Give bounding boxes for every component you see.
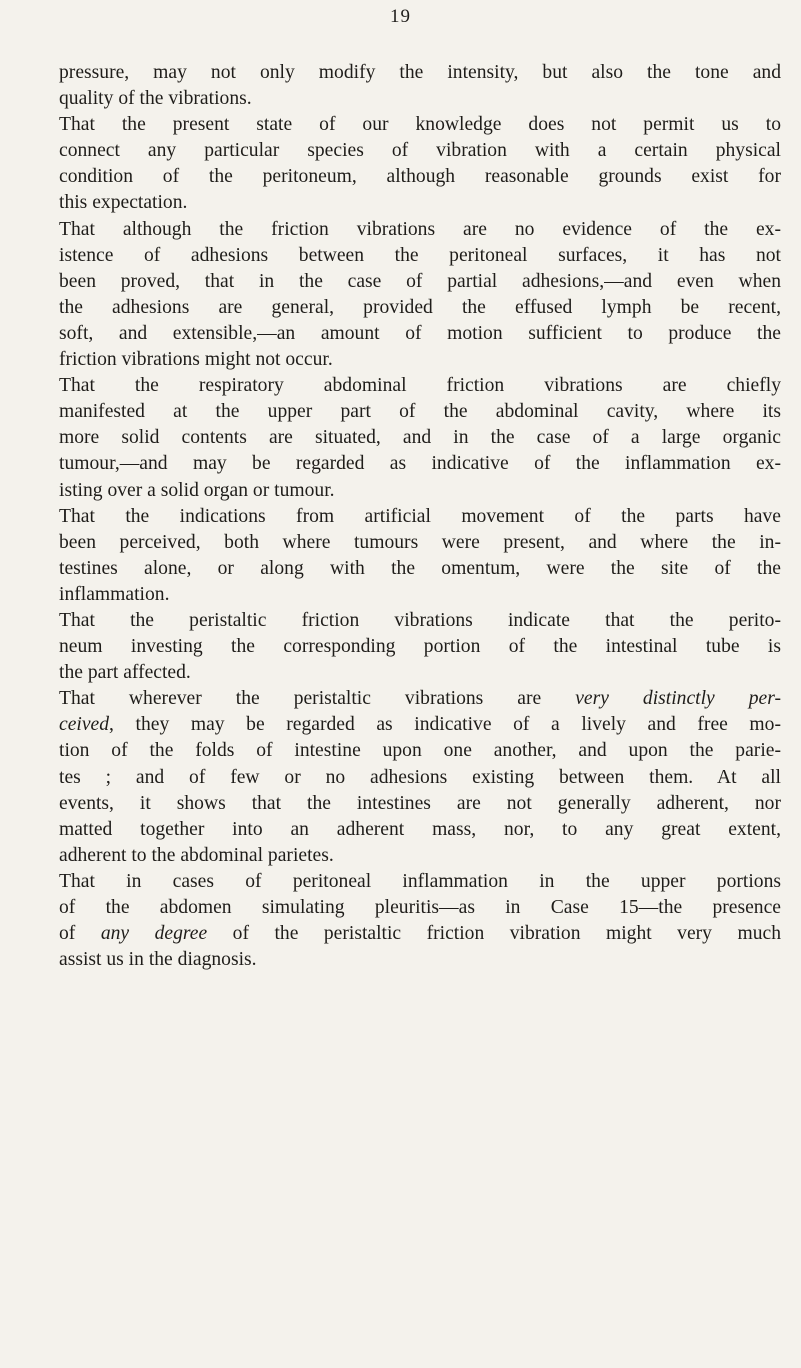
text-segment: isting over a solid organ or tumour.: [59, 479, 335, 501]
text-segment: been proved, that in the case of partial adhesions,—and even when: [59, 270, 781, 292]
text-segment: pressure, may not only modify the intensity, but also the tone and: [59, 62, 781, 83]
text-line: [59, 843, 781, 869]
text-segment: That the respiratory abdominal friction vibrations are chiefly: [59, 375, 781, 397]
text-segment: That in cases of peritoneal inflammation in the upper portions: [59, 870, 781, 892]
text-line: [59, 738, 781, 764]
text-segment: istence of adhesions between the peritoneal surfaces, it has not: [59, 244, 781, 266]
text-line: [59, 138, 781, 164]
text-segment: matted together into an adherent mass, nor, to any great extent,: [59, 818, 781, 840]
text-segment: been perceived, both where tumours were present, and where the in-: [59, 531, 781, 553]
text-line: [59, 686, 781, 712]
text-line: [59, 295, 781, 321]
text-line: [59, 451, 781, 477]
text-segment: of the peristaltic friction vibration might very much: [207, 923, 781, 945]
italic-text: any degree: [100, 923, 208, 945]
text-line: [59, 660, 781, 686]
italic-text: very distinctly per-: [575, 688, 781, 710]
text-line: [59, 791, 781, 817]
text-line: [59, 712, 781, 738]
text-segment: assist us in the diagnosis.: [59, 949, 257, 971]
text-line: [59, 112, 781, 138]
text-line: [59, 86, 781, 112]
text-line: [59, 190, 781, 216]
text-line: [59, 504, 781, 530]
text-segment: manifested at the upper part of the abdominal cavity, where its: [59, 401, 781, 423]
text-line: [59, 478, 781, 504]
text-segment: the part affected.: [59, 662, 191, 684]
page-number: 19: [390, 6, 411, 27]
text-segment: That although the friction vibrations are no evidence of the ex-: [59, 218, 781, 240]
text-segment: friction vibrations might not occur.: [59, 349, 333, 371]
text-segment: That wherever the peristaltic vibrations are: [59, 688, 576, 710]
text-segment: more solid contents are situated, and in the case of a large organic: [59, 427, 781, 449]
text-segment: of the abdomen simulating pleuritis—as in Case 15—the presence: [59, 897, 781, 918]
text-segment: tumour,—and may be regarded as indicative of the inflammation ex-: [59, 453, 781, 475]
text-line: [59, 425, 781, 451]
text-line: [59, 60, 781, 86]
text-line: [59, 164, 781, 190]
text-segment: of: [59, 923, 101, 945]
text-line: [59, 321, 781, 347]
text-line: [59, 269, 781, 295]
text-segment: adherent to the abdominal parietes.: [59, 844, 334, 866]
text-line: [59, 347, 781, 373]
text-segment: condition of the peritoneum, although reasonable grounds exist for: [59, 166, 781, 188]
text-segment: tion of the folds of intestine upon one another, and upon the parie-: [59, 740, 781, 762]
text-segment: the adhesions are general, provided the effused lymph be recent,: [59, 296, 781, 318]
text-segment: this expectation.: [59, 192, 188, 214]
text-segment: events, it shows that the intestines are not generally adherent, nor: [59, 792, 781, 814]
text-line: [59, 947, 781, 973]
text-segment: connect any particular species of vibration with a certain physical: [59, 140, 781, 162]
text-line: [59, 634, 781, 660]
text-segment: neum investing the corresponding portion of the intestinal tube is: [59, 636, 781, 658]
text-line: [59, 869, 781, 895]
text-line: [59, 243, 781, 269]
text-line: [59, 608, 781, 634]
text-line: [59, 817, 781, 843]
text-line: [59, 582, 781, 608]
text-line: [59, 921, 781, 947]
text-line: [59, 399, 781, 425]
text-line: [59, 895, 781, 921]
text-segment: quality of the vibrations.: [59, 88, 252, 110]
text-segment: soft, and extensible,—an amount of motion sufficient to produce the: [59, 322, 781, 344]
text-segment: tes ; and of few or no adhesions existing between them. At all: [59, 766, 781, 788]
text-line: [59, 765, 781, 791]
text-line: [59, 530, 781, 556]
text-segment: That the indications from artificial movement of the parts have: [59, 505, 781, 527]
body-text: [59, 60, 781, 973]
text-segment: testines alone, or along with the omentum, were the site of the: [59, 557, 781, 579]
text-segment: , they may be regarded as indicative of a lively and free mo-: [109, 714, 781, 736]
text-line: [59, 556, 781, 582]
text-line: [59, 373, 781, 399]
text-segment: That the present state of our knowledge does not permit us to: [59, 114, 781, 136]
italic-text: ceived: [59, 714, 110, 736]
text-segment: That the peristaltic friction vibrations indicate that the perito-: [59, 609, 781, 631]
text-segment: inflammation.: [59, 583, 170, 605]
text-line: [59, 217, 781, 243]
